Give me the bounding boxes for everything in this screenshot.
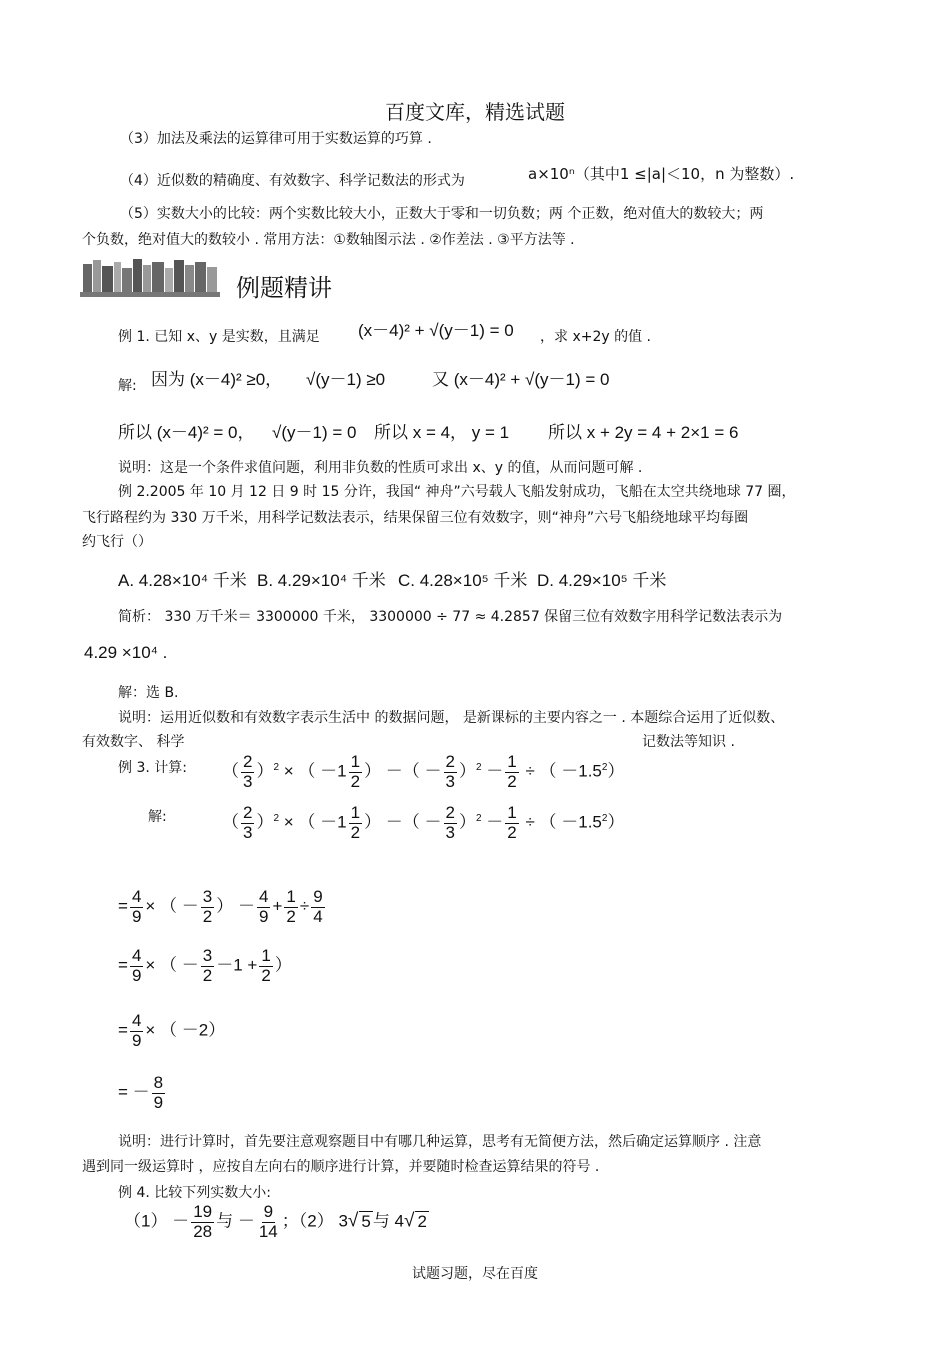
ex2-option-b: B. 4.29×10⁴ 千米 [257,571,386,590]
item-5-line-2: 个负数，绝对值大的数较小 . 常用方法：①数轴图示法 . ②作差法 . ③平方法等 . [82,232,575,248]
ex2-analysis: 简析： 330 万千米＝ 3300000 千米， 3300000 ÷ 77 ≈ 4.2857 保留三位有效数字用科学记数法表示为 [118,609,783,625]
ex3-step-3: = $\frac{4}{9}$ × （ －2） [118,1011,226,1050]
ex1-line2-c: 所以 x = 4， y = 1 [374,423,510,442]
item-4-formula: a×10ⁿ（其中1 ≤|a|＜10，n 为整数）. [528,165,795,183]
page-footer: 试题习题，尽在百度 [412,1266,538,1282]
ex1-line1-b: √(y－1) ≥0 [306,370,386,389]
ex2-note-2a: 有效数字、 科学 [82,734,185,750]
ex1-line2-d: 所以 x + 2y = 4 + 2×1 = 6 [548,423,739,442]
ex2-stem-3: 约飞行（） [82,534,152,550]
books-icon [80,256,222,298]
ex2-stem-2: 飞行路程约为 330 万千米，用科学记数法表示，结果保留三位有效数字，则“神舟”六号飞船绕地球平均每圈 [82,510,749,526]
ex2-answer: 解：选 B. [118,685,179,701]
ex2-note-2b: 记数法等知识 . [642,734,735,750]
ex2-option-d: D. 4.29×10⁵ 千米 [537,571,667,590]
ex3-solution-label: 解: [148,809,167,825]
ex3-step-1: = $\frac{4}{9}$ × （ － $\frac{3}{2}$ ） － $\frac{4}{9}$ + $\frac{1}{2}$ ÷ $\frac{9}{4}$ [118,887,323,926]
page-title: 百度文库，精选试题 [385,100,565,124]
ex3-step-2: = $\frac{4}{9}$ × （ － $\frac{3}{2}$ －1 + $\frac{1}{2}$ ） [118,946,292,985]
ex2-stem-1: 例 2.2005 年 10 月 12 日 9 时 15 分许，我国“ 神舟”六号载人飞船发射成功，飞船在太空共绕地球 77 圈， [118,484,796,500]
ex1-condition: (x－4)² + √(y－1) = 0 [358,321,514,340]
item-5-line-1: （5）实数大小的比较：两个实数比较大小，正数大于零和一切负数；两 个正数，绝对值大的数较大；两 [120,206,764,222]
ex2-option-a: A. 4.28×10⁴ 千米 [118,571,247,590]
ex1-stem: 例 1. 已知 x、y 是实数，且满足 [118,329,320,345]
ex3-note-2: 遇到同一级运算时 ，应按自左向右的顺序进行计算，并要随时检查运算结果的符号 . [82,1159,600,1175]
ex1-line1-c: 又 (x－4)² + √(y－1) = 0 [432,370,610,389]
ex2-note-1: 说明：运用近似数和有效数字表示生活中 的数据问题， 是新课标的主要内容之一 . 本题综合运用了近似数、 [118,710,785,726]
ex3-label: 例 3. 计算: [118,760,187,776]
item-3: （3）加法及乘法的运算律可用于实数运算的巧算 . [120,131,432,147]
ex3-step-4: = － $\frac{8}{9}$ [118,1073,164,1112]
ex1-line2-b: √(y－1) = 0 [272,423,357,442]
ex3-expression: （ $\frac{2}{3}$ ）$^2$ × （ －1 $\frac{1}{2}$ ） －（ － $\frac{2}{3}$ ）$^2$ － $\frac{1}{2}$ ÷ （ $-1.5^2$） [222,752,625,791]
ex2-option-c: C. 4.28×10⁵ 千米 [398,571,528,590]
ex2-analysis-value: 4.29 ×10⁴ . [84,643,168,662]
ex4-question: （1） － $\frac{19}{28}$ 与 － $\frac{9}{14}$ ；（2） 3√ 5 与 4√ 2 [124,1202,427,1241]
ex1-ask: ，求 x+2y 的值 . [540,329,652,345]
ex1-solution-label: 解: [118,378,137,394]
ex3-note-1: 说明：进行计算时，首先要注意观察题目中有哪几种运算，思考有无简便方法，然后确定运算顺序 . 注意 [118,1134,762,1150]
ex1-note: 说明：这是一个条件求值问题，利用非负数的性质可求出 x、y 的值，从而问题可解 . [118,460,643,476]
ex4-stem: 例 4. 比较下列实数大小: [118,1185,271,1201]
item-4: （4）近似数的精确度、有效数字、科学记数法的形式为 [120,173,465,189]
section-heading: 例题精讲 [236,274,332,302]
ex3-solution-expression: （ $\frac{2}{3}$ ）$^2$ × （ －1 $\frac{1}{2}$ ） －（ － $\frac{2}{3}$ ）$^2$ － $\frac{1}{2}$ ÷ （ $-1.5^2$） [222,803,625,842]
ex1-line1-a: 因为 (x－4)² ≥0， [151,370,283,389]
ex1-line2-a: 所以 (x－4)² = 0， [118,423,255,442]
